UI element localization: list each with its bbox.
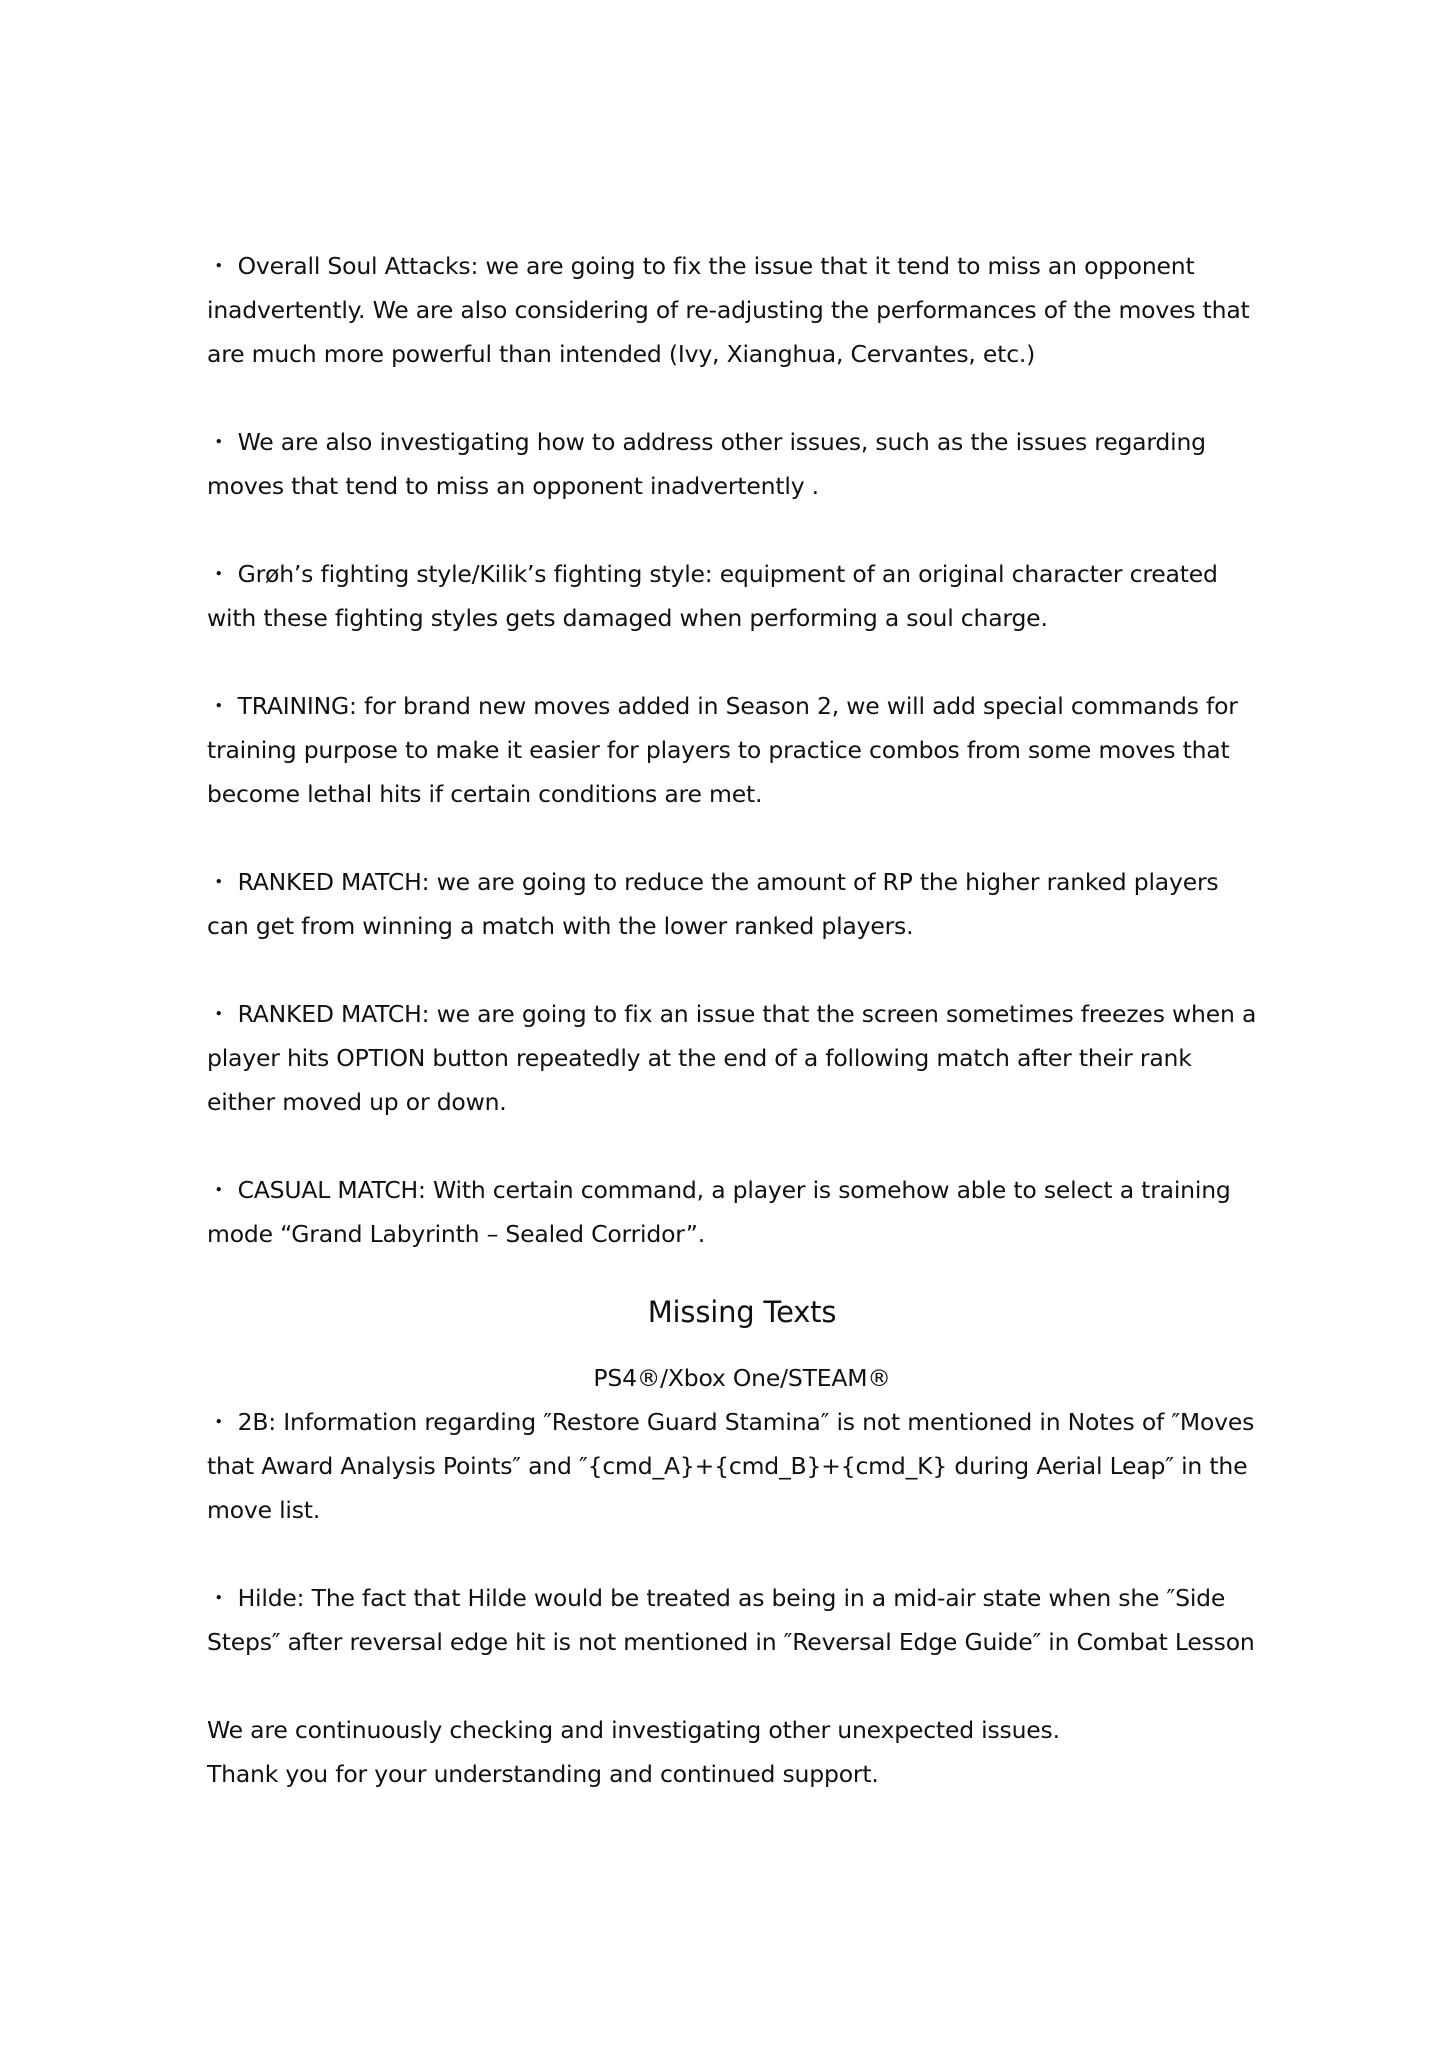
document-page: [207, 244, 1257, 1796]
bullet-casual-match: ・ CASUAL MATCH: With certain command, a player is somehow able to select a training mode “Grand Labyrinth – Sealed Corridor”.: [207, 1176, 1231, 1248]
bullet-training: ・ TRAINING: for brand new moves added in Season 2, we will add special commands for training purpose to make it easier for players to practice combos from some moves that become lethal hits if certain conditions are met.: [207, 692, 1238, 808]
bullet-groh-kilik-fighting-style: ・ Grøh’s fighting style/Kilik’s fighting style: equipment of an original character created with these fighting styles gets damaged when performing a soul charge.: [207, 560, 1218, 632]
closing-line-1: We are continuously checking and investigating other unexpected issues.: [207, 1716, 1060, 1744]
section-heading-missing-texts: Missing Texts: [647, 1295, 837, 1329]
platforms-line: PS4®/Xbox One/STEAM®: [593, 1364, 891, 1392]
bullet-overall-soul-attacks: ・ Overall Soul Attacks: we are going to fix the issue that it tend to miss an opponent inadvertently. We are also considering of re-adjusting the performances of the moves that are much more powerful than intended (Ivy, Xianghua, Cervantes, etc.): [207, 252, 1250, 368]
closing-line-2: Thank you for your understanding and continued support.: [207, 1760, 879, 1788]
bullet-hilde-missing-text: ・ Hilde: The fact that Hilde would be treated as being in a mid-air state when she ″Side Steps″ after reversal edge hit is not mentioned in ″Reversal Edge Guide″ in Combat Lesson: [207, 1584, 1255, 1656]
bullet-2b-missing-text: ・ 2B: Information regarding ″Restore Guard Stamina″ is not mentioned in Notes of ″Moves that Award Analysis Points″ and ″{cmd_A}+{cmd_B}+{cmd_K} during Aerial Leap″ in the move list.: [207, 1408, 1255, 1524]
bullet-ranked-match-rp: ・ RANKED MATCH: we are going to reduce the amount of RP the higher ranked players can get from winning a match with the lower ranked players.: [207, 868, 1219, 940]
bullet-investigating-other-issues: ・ We are also investigating how to address other issues, such as the issues regarding moves that tend to miss an opponent inadvertently .: [207, 428, 1206, 500]
bullet-ranked-match-freeze: ・ RANKED MATCH: we are going to fix an issue that the screen sometimes freezes when a player hits OPTION button repeatedly at the end of a following match after their rank either moved up or down.: [207, 1000, 1257, 1116]
